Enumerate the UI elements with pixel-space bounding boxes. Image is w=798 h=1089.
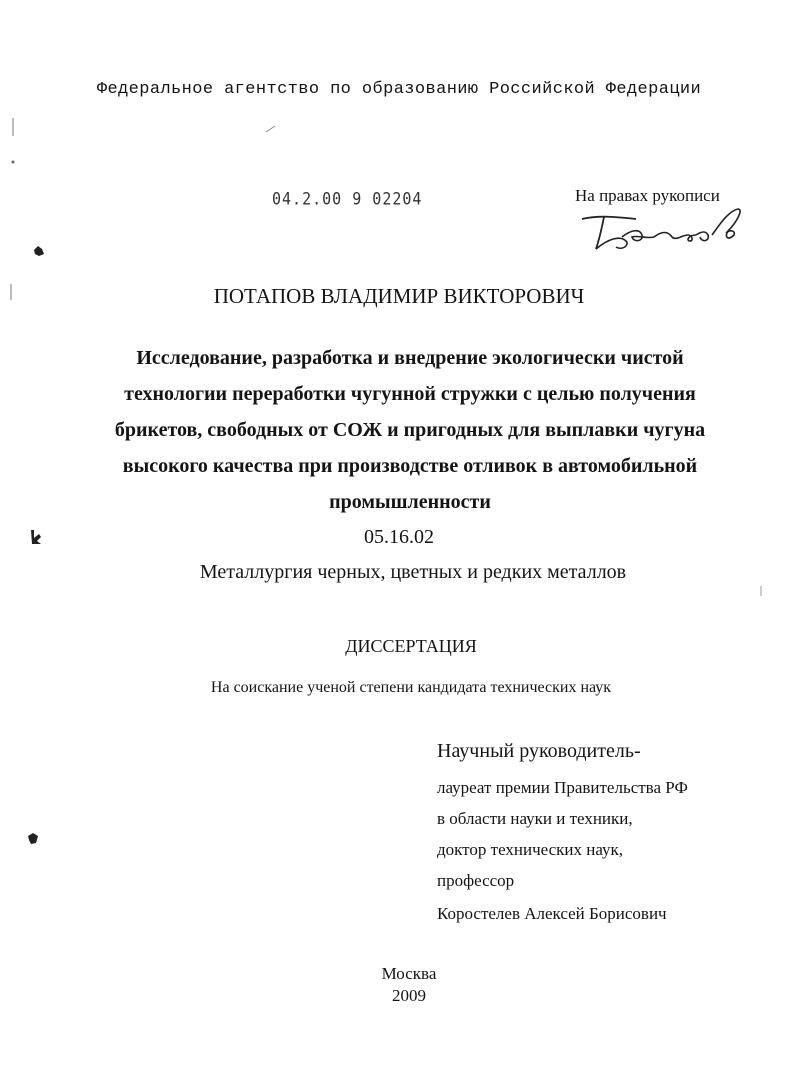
dissertation-title xyxy=(60,340,760,520)
year: 2009 xyxy=(392,986,426,1005)
specialty-name: Металлургия черных, цветных и редких металлов xyxy=(199,561,627,583)
scan-artifact-mark xyxy=(8,284,14,304)
registration-number: 04.2.00 9 02204 xyxy=(272,188,423,210)
scan-artifact-mark xyxy=(28,528,44,546)
scan-artifact-mark xyxy=(265,124,277,134)
rights-notice: На правах рукописи xyxy=(575,186,720,205)
degree-statement: На соискание ученой степени кандидата технических наук xyxy=(210,679,612,696)
title-line: промышленности xyxy=(329,491,491,513)
title-line: высокого качества при производстве отливок в автомобильной xyxy=(122,455,698,477)
supervisor-line: лауреат премии Правительства РФ xyxy=(437,778,688,797)
title-line: брикетов, свободных от СОЖ и пригодных для выплавки чугуна xyxy=(114,419,706,441)
author-name: ПОТАПОВ ВЛАДИМИР ВИКТОРОВИЧ xyxy=(213,284,585,308)
supervisor-line: доктор технических наук, xyxy=(437,840,624,859)
scan-artifact-mark xyxy=(758,586,764,598)
supervisor-line: профессор xyxy=(437,871,515,890)
author-signature xyxy=(578,205,748,260)
scan-artifact-mark xyxy=(10,158,16,166)
specialty-code: 05.16.02 xyxy=(364,526,434,548)
supervisor-name: Коростелев Алексей Борисович xyxy=(437,904,667,923)
title-line: технологии переработки чугунной стружки с целью получения xyxy=(124,383,696,405)
scan-artifact-mark xyxy=(32,244,46,258)
scan-artifact-mark xyxy=(26,832,40,846)
document-type: ДИССЕРТАЦИЯ xyxy=(345,636,477,656)
scan-artifact-mark xyxy=(8,118,18,138)
supervisor-line: в области науки и техники, xyxy=(437,809,633,828)
city: Москва xyxy=(381,964,437,983)
title-line: Исследование, разработка и внедрение экологически чистой xyxy=(136,347,684,369)
agency-header: Федеральное агентство по образованию Российской Федерации xyxy=(96,80,702,99)
supervisor-heading: Научный руководитель- xyxy=(437,740,641,762)
